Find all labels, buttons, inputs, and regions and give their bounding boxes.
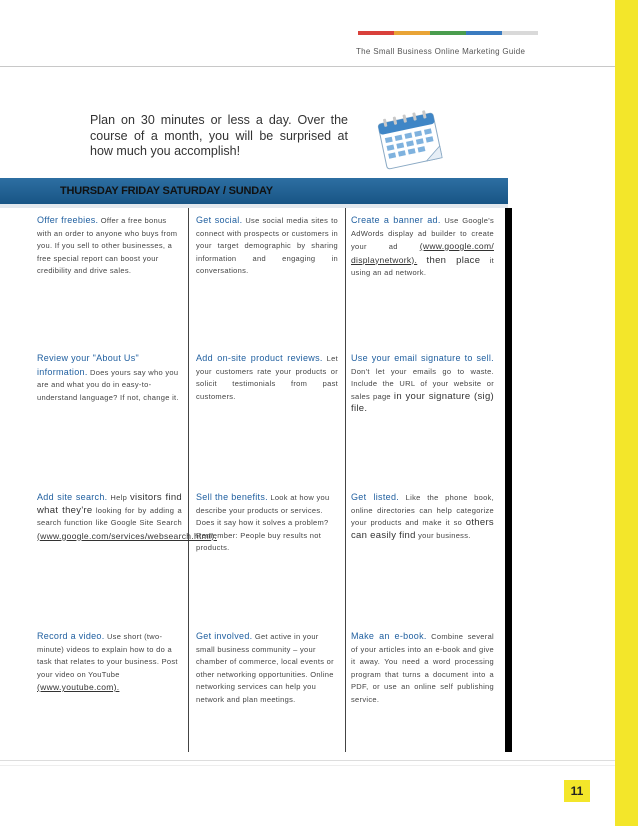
- tip-title: Review your "About Us" information.: [37, 353, 140, 377]
- tip-site-search: [37, 491, 217, 543]
- tip-body: Combine several of your articles into an e-book and give it away. You need a word processing program that turns a document into a PDF, or use an online self publishing service.: [351, 632, 495, 704]
- tip-body: Like the phone book, online directories can help categorize your products and make it so: [351, 493, 494, 527]
- tip-title: Record a video.: [37, 631, 105, 641]
- tip-body: Look at how you describe your products or services. Does it say how it solves a problem? Remember: People buy results not products.: [196, 493, 330, 552]
- tip-banner-ad: [351, 214, 494, 280]
- tip-make-ebook: [351, 630, 494, 706]
- tip-product-reviews: [196, 352, 338, 403]
- strip-segment-red: [358, 31, 394, 35]
- tip-title: Get involved.: [196, 631, 253, 641]
- tip-emphasis: visitors find what they're: [37, 492, 182, 516]
- tip-tail: your business.: [418, 530, 471, 540]
- tip-body: Use social media sites to connect with prospects or customers in your target demographic by sharing information and engaging in conversations.: [196, 216, 338, 275]
- color-strip: [358, 31, 538, 35]
- tip-title: Sell the benefits.: [196, 492, 268, 502]
- site-search-link[interactable]: (www.google.com/services/websearch.html).: [37, 530, 217, 541]
- tip-about-us: [37, 352, 182, 404]
- page-number: 11: [564, 780, 590, 802]
- day-header: [0, 178, 508, 204]
- strip-segment-gray: [502, 31, 538, 35]
- tip-sell-benefits: [196, 491, 338, 555]
- tip-body: Does yours say who you are and what you do in easy-to-understand language? If not, change it.: [37, 367, 179, 402]
- strip-segment-green: [430, 31, 466, 35]
- tip-title: Get social.: [196, 215, 243, 225]
- intro-text: Plan on 30 minutes or less a day. Over the course of a month, you will be surprised at how much you accomplish!: [90, 113, 348, 158]
- tip-title: Offer freebies.: [37, 215, 99, 225]
- guide-title: The Small Business Online Marketing Guide: [356, 47, 526, 56]
- tip-emphasis: others can easily find: [351, 517, 494, 541]
- tip-body: Use Google's AdWords display ad builder to create your ad: [351, 216, 495, 251]
- header-shadow: [0, 204, 508, 208]
- tip-body: Help: [110, 493, 128, 502]
- column-divider-2: [345, 208, 346, 752]
- calendar-icon: [372, 108, 448, 174]
- footer-rule: [0, 760, 615, 761]
- footer-rule-light: [0, 765, 615, 766]
- display-network-link[interactable]: (www.google.com/ displaynetwork).: [351, 241, 494, 265]
- youtube-link[interactable]: (www.youtube.com).: [37, 682, 120, 692]
- tip-title: Add site search.: [37, 492, 108, 502]
- tip-tail: it using an ad network.: [351, 255, 495, 277]
- tip-get-involved: [196, 630, 338, 706]
- tip-emphasis: in your signature (sig) file.: [351, 390, 494, 414]
- tip-offer-freebies: [37, 214, 182, 278]
- tip-body: Get active in your small business community – your chamber of commerce, local events or other networking opportunities. Online networking services can help you network and plan meetings.: [196, 632, 334, 704]
- tip-title: Make an e-book.: [351, 631, 427, 641]
- strip-segment-orange: [394, 31, 430, 35]
- tip-record-video: [37, 630, 182, 695]
- day-header-label: THURSDAY FRIDAY SATURDAY / SUNDAY: [60, 185, 273, 197]
- tip-get-social: [196, 214, 338, 278]
- page-edge-bar: [615, 0, 638, 826]
- table-right-edge: [505, 208, 512, 752]
- tip-body-continued: looking for by adding a search function like: [37, 505, 182, 527]
- tip-title: Create a banner ad.: [351, 215, 441, 225]
- tip-title: Get listed.: [351, 492, 400, 502]
- column-divider-1: [188, 208, 189, 752]
- tip-body: Use short (two-minute) videos to explain how to do a task that relates to your business. Post your video on YouTube: [37, 632, 178, 679]
- tip-body: Offer a free bonus with an order to anyone who buys from you. If you sell to other businesses, a free special report can boost your credibility and drive sales.: [37, 216, 178, 275]
- tip-plain: Google Site Search: [110, 518, 182, 527]
- tip-body: Don't let your emails go to waste. Include the URL of your website or sales page: [351, 366, 494, 401]
- tip-title: Use your email signature to sell.: [351, 353, 494, 363]
- tip-get-listed: [351, 491, 494, 542]
- tip-body: Let your customers rate your products or solicit testimonials from past customers.: [196, 354, 338, 401]
- header-rule: [0, 66, 615, 67]
- tip-emphasis: then place: [426, 254, 481, 266]
- tip-email-signature: [351, 352, 494, 416]
- tip-title: Add on-site product reviews.: [196, 353, 323, 363]
- strip-segment-blue: [466, 31, 502, 35]
